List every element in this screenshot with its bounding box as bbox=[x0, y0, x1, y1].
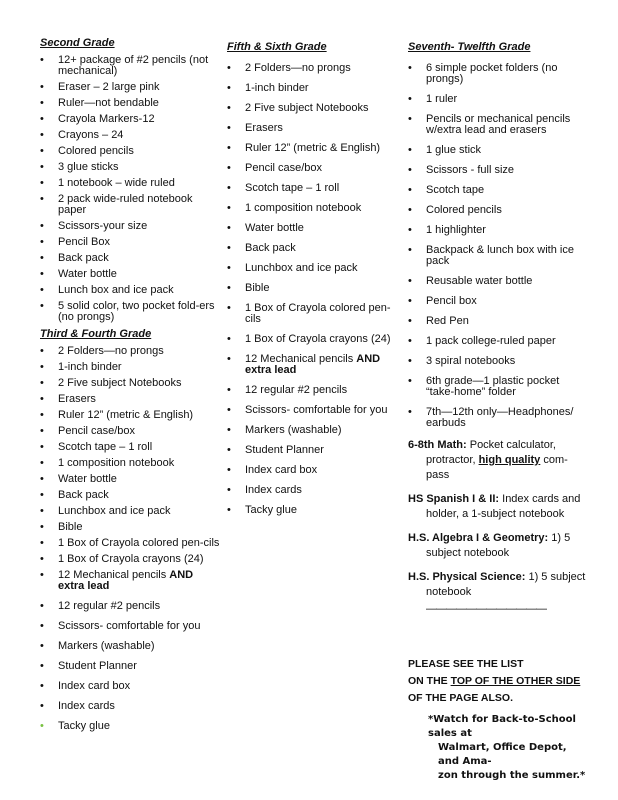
bullet-icon: • bbox=[40, 441, 44, 453]
list-item: • Tacky glue bbox=[227, 504, 297, 516]
list-item: • Lunch box and ice pack bbox=[40, 284, 174, 296]
bullet-icon: • bbox=[40, 284, 44, 296]
bullet-icon: • bbox=[408, 275, 412, 287]
list-item: • 1 Box of Crayola crayons (24) bbox=[40, 553, 204, 565]
bullet-icon: • bbox=[408, 113, 412, 125]
bullet-icon: • bbox=[227, 484, 231, 496]
bullet-icon: • bbox=[40, 489, 44, 501]
bullet-icon: • bbox=[227, 102, 231, 114]
list-item: • Reusable water bottle bbox=[408, 275, 533, 287]
list-item: • Markers (washable) bbox=[40, 640, 155, 652]
bullet-icon: • bbox=[40, 54, 44, 66]
list-item: • Red Pen bbox=[408, 315, 469, 327]
list-item: • Crayola Markers-12 bbox=[40, 113, 155, 125]
list-item: • 1 highlighter bbox=[408, 224, 486, 236]
bullet-icon: • bbox=[227, 62, 231, 74]
list-item: • Lunchbox and ice pack bbox=[40, 505, 171, 517]
bullet-icon: • bbox=[227, 82, 231, 94]
list-item: • 2 Five subject Notebooks bbox=[40, 377, 182, 389]
notice-see-list: PLEASE SEE THE LIST ON THE TOP OF THE OTHER SIDE OF THE PAGE ALSO. bbox=[408, 658, 581, 704]
bullet-icon: • bbox=[408, 62, 412, 74]
bullet-icon: • bbox=[227, 404, 231, 416]
column-seventh-twelfth bbox=[408, 40, 590, 783]
list-item: • 1 composition notebook bbox=[227, 202, 362, 214]
bullet-icon: • bbox=[40, 220, 44, 232]
bullet-icon: • bbox=[40, 680, 44, 692]
list-item: • Scotch tape – 1 roll bbox=[227, 182, 340, 194]
bullet-icon: • bbox=[408, 355, 412, 367]
list-item: • Pencil case/box bbox=[227, 162, 323, 174]
list-item: • 3 glue sticks bbox=[40, 161, 119, 173]
list-item: • Colored pencils bbox=[40, 145, 134, 157]
bullet-icon: • bbox=[227, 444, 231, 456]
subject-physical-science: H.S. Physical Science: 1) 5 subject notebook bbox=[408, 571, 586, 598]
bullet-icon: • bbox=[40, 620, 44, 632]
list-item: • 1 Box of Crayola colored pen-cils bbox=[40, 537, 220, 549]
list-item: • 2 Folders—no prongs bbox=[227, 62, 351, 74]
bullet-icon: • bbox=[408, 204, 412, 216]
list-item: • Back pack bbox=[40, 252, 109, 264]
bullet-icon: • bbox=[227, 464, 231, 476]
list-item: • Backpack & lunch box with ice pack bbox=[408, 244, 574, 267]
list-third-fourth-grade-cont bbox=[40, 601, 222, 732]
list-item: • 12 regular #2 pencils bbox=[40, 600, 161, 612]
bullet-icon: • bbox=[40, 81, 44, 93]
bullet-icon: • bbox=[408, 93, 412, 105]
bullet-icon: • bbox=[40, 161, 44, 173]
list-item: • 2 pack wide-ruled notebook paper bbox=[40, 193, 193, 216]
bullet-icon: • bbox=[408, 406, 412, 418]
list-item: • 2 Folders—no prongs bbox=[40, 345, 164, 357]
list-item: • Ruler—not bendable bbox=[40, 97, 159, 109]
list-item: • 7th—12th only—Headphones/ earbuds bbox=[408, 406, 574, 429]
list-item: • 1 pack college-ruled paper bbox=[408, 335, 556, 347]
list-item: • Lunchbox and ice pack bbox=[227, 262, 358, 274]
bullet-icon: • bbox=[40, 473, 44, 485]
bullet-icon: • bbox=[227, 384, 231, 396]
list-item: • 1 glue stick bbox=[408, 144, 482, 156]
list-item: • Eraser – 2 large pink bbox=[40, 81, 160, 93]
bullet-icon: • bbox=[40, 640, 44, 652]
subject-spanish: HS Spanish I & II: Index cards and holder, a 1-subject notebook bbox=[408, 493, 581, 520]
bullet-icon: • bbox=[408, 164, 412, 176]
list-item: • Erasers bbox=[227, 122, 283, 134]
list-item: • 12+ package of #2 pencils (not mechanical) bbox=[40, 54, 209, 77]
list-item: • Erasers bbox=[40, 393, 96, 405]
bullet-icon: • bbox=[40, 600, 44, 612]
bullet-icon: • bbox=[40, 660, 44, 672]
list-item: • 6th grade—1 plastic pocket “take-home” folder bbox=[408, 375, 560, 398]
list-item: • Scissors- comfortable for you bbox=[40, 620, 201, 632]
list-item: • Water bottle bbox=[40, 268, 117, 280]
notice-sales: *Watch for Back-to-School sales at Walmart, Office Depot, and Ama- zon through the summer.* bbox=[428, 714, 586, 781]
bullet-icon: • bbox=[40, 129, 44, 141]
list-item: • Scissors-your size bbox=[40, 220, 148, 232]
subject-math: 6-8th Math: Pocket calculator, protractor, high quality com-pass bbox=[408, 439, 568, 481]
bullet-icon: • bbox=[40, 720, 44, 732]
bullet-icon: • bbox=[40, 252, 44, 264]
list-item: • Scissors - full size bbox=[408, 164, 515, 176]
bullet-icon: • bbox=[227, 202, 231, 214]
list-item: • Student Planner bbox=[227, 444, 324, 456]
bullet-icon: • bbox=[40, 113, 44, 125]
list-item: • Index cards bbox=[40, 700, 115, 712]
list-item: • Water bottle bbox=[227, 222, 304, 234]
bullet-icon: • bbox=[40, 569, 44, 581]
bullet-icon: • bbox=[40, 505, 44, 517]
bullet-icon: • bbox=[40, 457, 44, 469]
list-item: • Crayons – 24 bbox=[40, 129, 124, 141]
list-item: • Index cards bbox=[227, 484, 302, 496]
list-item: • 1 Box of Crayola crayons (24) bbox=[227, 333, 391, 345]
bullet-icon: • bbox=[40, 345, 44, 357]
list-item: • 3 spiral notebooks bbox=[408, 355, 516, 367]
list-item: • Bible bbox=[227, 282, 270, 294]
column-second-to-fourth bbox=[40, 36, 222, 732]
list-fifth-sixth-grade bbox=[227, 63, 397, 516]
bullet-icon: • bbox=[40, 537, 44, 549]
bullet-icon: • bbox=[40, 177, 44, 189]
bullet-icon: • bbox=[40, 145, 44, 157]
list-item: • Pencil Box bbox=[40, 236, 110, 248]
list-second-grade bbox=[40, 55, 222, 323]
bullet-icon: • bbox=[408, 315, 412, 327]
list-item: • 1 notebook – wide ruled bbox=[40, 177, 175, 189]
list-item: • Student Planner bbox=[40, 660, 137, 672]
list-item: • Pencils or mechanical pencils w/extra lead and erasers bbox=[408, 113, 571, 136]
column-fifth-sixth bbox=[227, 40, 397, 516]
bullet-icon: • bbox=[40, 97, 44, 109]
bullet-icon: • bbox=[227, 504, 231, 516]
list-item: • Back pack bbox=[40, 489, 109, 501]
bullet-icon: • bbox=[40, 300, 44, 312]
list-item: • Ruler 12” (metric & English) bbox=[227, 142, 381, 154]
bullet-icon: • bbox=[40, 193, 44, 205]
list-item: • Bible bbox=[40, 521, 83, 533]
list-item: • 1 Box of Crayola colored pen-cils bbox=[227, 302, 391, 325]
bullet-icon: • bbox=[40, 521, 44, 533]
list-item: • 12 Mechanical pencils AND extra lead bbox=[227, 353, 381, 376]
bullet-icon: • bbox=[227, 302, 231, 314]
list-item: • 1-inch binder bbox=[227, 82, 309, 94]
list-item: • Tacky glue bbox=[40, 720, 110, 732]
bullet-icon: • bbox=[227, 262, 231, 274]
list-item: • Colored pencils bbox=[408, 204, 502, 216]
bullet-icon: • bbox=[40, 361, 44, 373]
list-item: • Index card box bbox=[40, 680, 131, 692]
list-third-fourth-grade bbox=[40, 346, 222, 592]
list-item: • 5 solid color, two pocket fold-ers (no prongs) bbox=[40, 300, 215, 323]
list-item: • 2 Five subject Notebooks bbox=[227, 102, 369, 114]
list-item: • Water bottle bbox=[40, 473, 117, 485]
list-seventh-twelfth-grade bbox=[408, 63, 590, 429]
list-item: • Back pack bbox=[227, 242, 296, 254]
bullet-icon: • bbox=[40, 553, 44, 565]
bullet-icon: • bbox=[227, 333, 231, 345]
subject-algebra: H.S. Algebra I & Geometry: 1) 5 subject notebook bbox=[408, 532, 571, 559]
list-item: • 1-inch binder bbox=[40, 361, 122, 373]
list-item: • 12 Mechanical pencils AND extra lead bbox=[40, 569, 194, 592]
bullet-icon: • bbox=[227, 222, 231, 234]
list-item: • Ruler 12” (metric & English) bbox=[40, 409, 194, 421]
heading-seventh-twelfth-grade: Seventh- Twelfth Grade bbox=[408, 41, 531, 53]
list-item: • Pencil case/box bbox=[40, 425, 136, 437]
heading-second-grade: Second Grade bbox=[40, 37, 115, 49]
bullet-icon: • bbox=[408, 184, 412, 196]
list-item: • Markers (washable) bbox=[227, 424, 342, 436]
bullet-icon: • bbox=[408, 335, 412, 347]
bullet-icon: • bbox=[227, 122, 231, 134]
list-item: • 12 regular #2 pencils bbox=[227, 384, 348, 396]
bullet-icon: • bbox=[40, 425, 44, 437]
list-item: • 1 ruler bbox=[408, 93, 458, 105]
list-item: • Index card box bbox=[227, 464, 318, 476]
bullet-icon: • bbox=[227, 142, 231, 154]
heading-fifth-sixth-grade: Fifth & Sixth Grade bbox=[227, 41, 327, 53]
bullet-icon: • bbox=[40, 409, 44, 421]
bullet-icon: • bbox=[40, 236, 44, 248]
heading-third-fourth-grade: Third & Fourth Grade bbox=[40, 328, 152, 340]
list-item: • 6 simple pocket folders (no prongs) bbox=[408, 62, 558, 85]
bullet-icon: • bbox=[40, 700, 44, 712]
list-item: • Scissors- comfortable for you bbox=[227, 404, 388, 416]
bullet-icon: • bbox=[408, 295, 412, 307]
bullet-icon: • bbox=[408, 224, 412, 236]
bullet-icon: • bbox=[227, 162, 231, 174]
bullet-icon: • bbox=[227, 242, 231, 254]
bullet-icon: • bbox=[40, 268, 44, 280]
bullet-icon: • bbox=[227, 424, 231, 436]
dash-divider: ———————————— bbox=[426, 603, 546, 615]
bullet-icon: • bbox=[408, 144, 412, 156]
list-item: • Pencil box bbox=[408, 295, 477, 307]
list-item: • Scotch tape bbox=[408, 184, 485, 196]
bullet-icon: • bbox=[408, 375, 412, 387]
list-item: • 1 composition notebook bbox=[40, 457, 175, 469]
bullet-icon: • bbox=[227, 353, 231, 365]
bullet-icon: • bbox=[408, 244, 412, 256]
list-item: • Scotch tape – 1 roll bbox=[40, 441, 153, 453]
bullet-icon: • bbox=[40, 377, 44, 389]
bullet-icon: • bbox=[227, 182, 231, 194]
bullet-icon: • bbox=[40, 393, 44, 405]
bullet-icon: • bbox=[227, 282, 231, 294]
